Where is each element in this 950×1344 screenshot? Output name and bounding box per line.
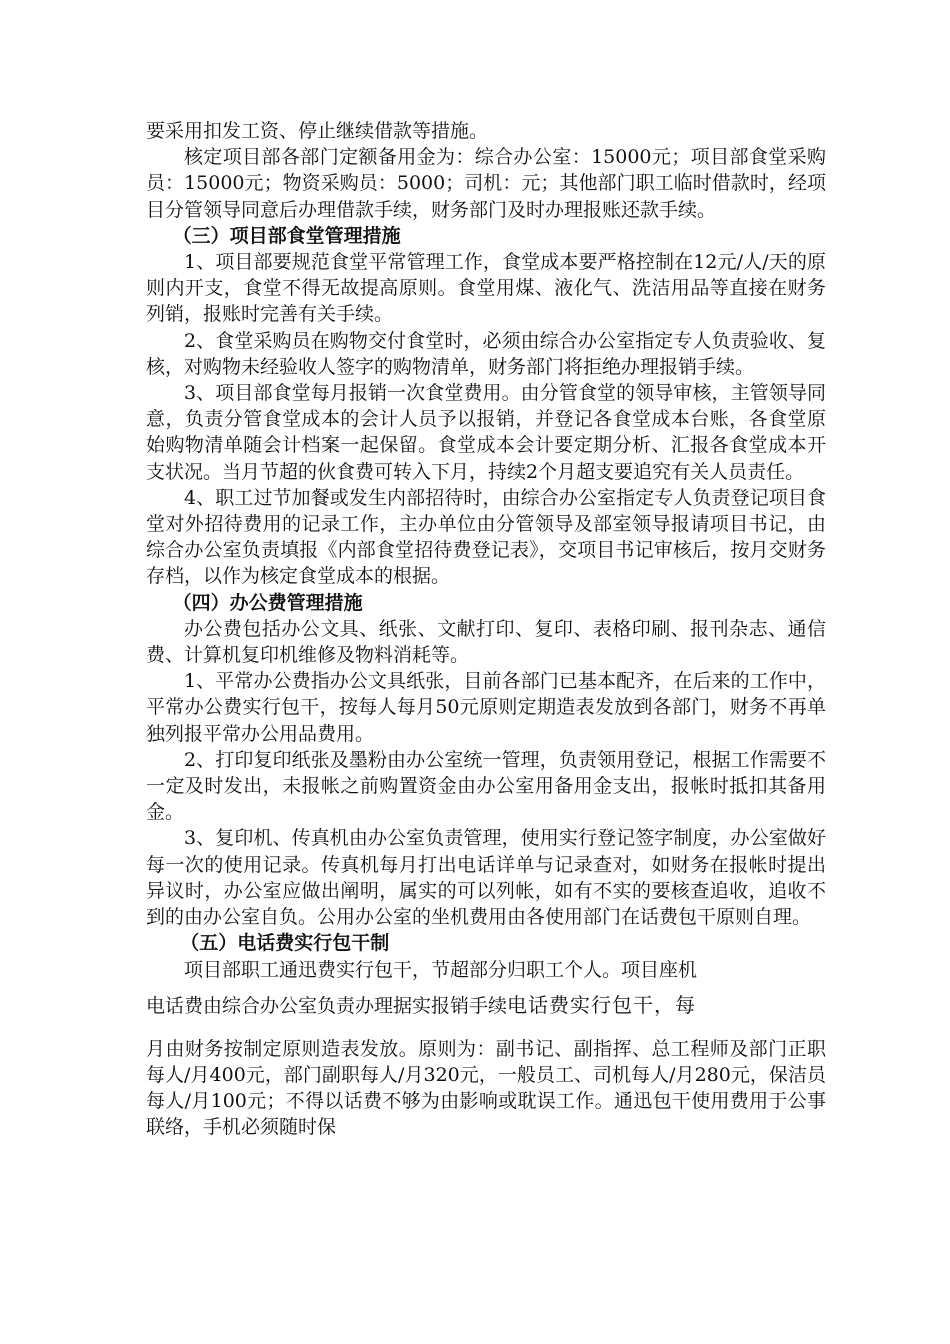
paragraph: 项目部职工通迅费实行包干，节超部分归职工个人。项目座机 — [184, 958, 698, 981]
paragraph: 1、项目部要规范食堂平常管理工作，食堂成本要严格控制在12元/人/天的原则内开支，食堂不得无故提高原则。食堂用煤、液化气、洗洁用品等直接在财务列销，报账时完善有关手续。 — [146, 251, 826, 326]
paragraph: 2、打印复印纸张及墨粉由办公室统一管理，负责领用登记，根据工作需要不一定及时发出，未报帐之前购置资金由办公室用备用金支出，报帐时抵扣其备用金。 — [146, 748, 826, 824]
document-body — [146, 118, 826, 1141]
paragraph: 1、平常办公费指办公文具纸张，目前各部门已基本配齐，在后来的工作中，平常办公费实行包干，按每人每月50元原则定期造表发放到各部门，财务不再单独列报平常办公用品费用。 — [146, 670, 826, 745]
paragraph: 2、食堂采购员在购物交付食堂时，必须由综合办公室指定专人负责验收、复核，对购物未经验收人签字的购物清单，财务部门将拒绝办理报销手续。 — [146, 329, 826, 378]
text-run: 电话费由综合办公室负责办理据实报销手续 — [146, 994, 508, 1017]
paragraph: 办公费包括办公文具、纸张、文献打印、复印、表格印刷、报刊杂志、通信费、计算机复印机维修及物料消耗等。 — [146, 617, 826, 667]
paragraph: 核定项目部各部门定额备用金为：综合办公室：15000元；项目部食堂采购员：15000元；物资采购员：5000；司机：元；其他部门职工临时借款时，经项目分管领导同意后办理借款手续，财务部门及时办理报账还款手续。 — [146, 146, 826, 221]
paragraph: 3、项目部食堂每月报销一次食堂费用。由分管食堂的领导审核，主管领导同意，负责分管食堂成本的会计人员予以报销，并登记各食堂成本台账，各食堂原始购物清单随会计档案一起保留。食堂成本会计要定期分析、汇报各食堂成本开支状况。当月节超的伙食费可转入下月，持续2个月超支要追究有关人员责任。 — [146, 382, 826, 483]
section-heading-telephone-fees: （五）电话费实行包干制 — [180, 932, 390, 955]
section-heading-office-expenses: （四）办公费管理措施 — [172, 591, 363, 614]
paragraph — [146, 983, 826, 1029]
text-run: 电话费实行包干，每 — [507, 992, 697, 1017]
paragraph: 3、复印机、传真机由办公室负责管理，使用实行登记签字制度，办公室做好每一次的使用记录。传真机每月打出电话详单与记录查对，如财务在报帐时提出异议时，办公室应做出阐明，属实的可以列帐，如有不实的要核查追收，追收不到的由办公室自负。公用办公室的坐机费用由各使用部门在话费包干原则自理。 — [146, 827, 826, 929]
paragraph: 月由财务按制定原则造表发放。原则为：副书记、副指挥、总工程师及部门正职每人/月400元，部门副职每人/月320元，一般员工、司机每人/月280元，保洁员每人/月100元；不得以话费不够为由影响或耽误工作。通迅包干使用费用于公事联络，手机必须随时保 — [146, 1037, 826, 1139]
paragraph: 要采用扣发工资、停止继续借款等措施。 — [146, 120, 489, 142]
paragraph: 4、职工过节加餐或发生内部招待时，由综合办公室指定专人负责登记项目食堂对外招待费用的记录工作，主办单位由分管领导及部室领导报请项目书记，由综合办公室负责填报《内部食堂招待费登记表》，交项目书记审核后，按月交财务存档，以作为核定食堂成本的根据。 — [146, 486, 826, 588]
section-heading-canteen: （三）项目部食堂管理措施 — [172, 224, 401, 247]
